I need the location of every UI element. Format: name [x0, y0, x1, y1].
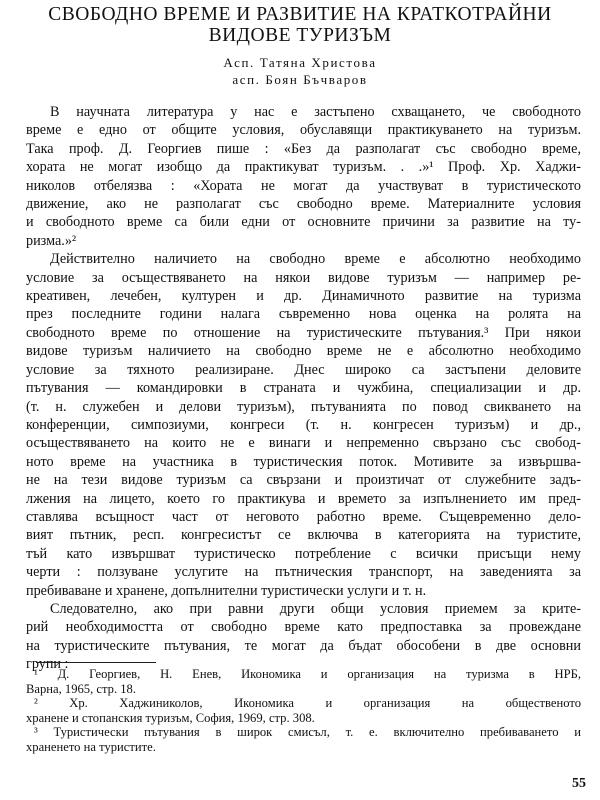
author-2: асп. Боян Бъчваров [232, 72, 368, 87]
text-line: Действително наличието на свободно време е абсолютно необходимо [50, 251, 581, 268]
text-line: рий необходимостта от свободно време като предпоставка за провеждане [26, 619, 581, 636]
footnote-line: храненето на туристите. [26, 739, 156, 754]
text-line: Така проф. Д. Георгиев пише : «Без да разполагат със свободно време, [26, 140, 581, 157]
article-title-line-2: ВИДОВЕ ТУРИЗЪМ [208, 25, 392, 46]
text-line: креативен, лечебен, културен и др. Динамичното развитие на туризма [26, 288, 581, 305]
text-line: тъй като извършват туристическо потребление с всички присъщи нему [26, 545, 581, 562]
text-line: през последните години налага съвременно нова оценка на ролята на [26, 306, 581, 323]
text-line: Следователно, ако при равни други общи условия приемем за крите- [50, 600, 581, 617]
footnote-divider [36, 662, 156, 663]
footnote-line: ¹ Д. Георгиев, Н. Енев, Икономика и организация на туризма в НРБ, [34, 667, 581, 681]
text-line: условие за тяхното реализиране. Днес широко са застъпени деловите [26, 361, 581, 378]
article-body [26, 103, 581, 674]
footnote-line: хранене и стопанския туризъм, София, 1969, стр. 308. [26, 710, 315, 725]
text-line: вият пътник, респ. конгресистът се включва в категорията на туристите, [26, 527, 581, 544]
text-line: ставлява всъщност част от неговото работно време. Същевременно дело- [26, 508, 581, 525]
text-line: конференции, симпозиуми, конгреси (т. н. конгресен туризъм) и др., [26, 416, 581, 433]
author-list [0, 54, 600, 88]
footnote [26, 667, 581, 696]
footnote-list [26, 667, 581, 755]
footnote-line: Варна, 1965, стр. 18. [26, 681, 136, 696]
text-line: и свободното време са били едни от основните причини за развитие на ту- [26, 214, 581, 231]
article-title [0, 4, 600, 46]
paragraph [26, 250, 581, 600]
text-line: групи : [26, 656, 69, 673]
text-line: В научната литература у нас е застъпено схващането, че свободното [50, 104, 581, 120]
paragraph [26, 103, 581, 250]
footnote [26, 696, 581, 725]
text-line: видове туризъм наличието на свободно време не е абсолютно необходимо [26, 343, 581, 360]
text-line: условие за осъществяването на някои видове туризъм — например ре- [26, 269, 581, 286]
footnote-line: ³ Туристически пътувания в широк смисъл, т. е. включително пребиваването и [34, 725, 581, 740]
text-line: николов отбелязва : «Хората не могат да участвуват в туристическото [26, 177, 581, 194]
text-line: на туристическите пътувания, те могат да бъдат обособени в две основни [26, 637, 581, 654]
footnote-line: ² Хр. Хаджиниколов, Икономика и организация на общественото [34, 696, 581, 711]
text-line: движение, ако не разполагат със свободно време. Материалните условия [26, 196, 581, 213]
footnote [26, 725, 581, 754]
text-line: хората не могат изобщо да практикуват туризъм. . .»¹ Проф. Хр. Хаджи- [26, 159, 581, 176]
text-line: пребиваване и хранене, допълнителни туристически услуги и т. н. [26, 582, 427, 599]
text-line: пътувания — командировки в страната и чужбина, специализации и др. [26, 380, 581, 397]
text-line: (т. н. служебен и делови туризъм), пътуванията по повод свикването на [26, 398, 581, 415]
page-number: 55 [572, 776, 586, 791]
text-line: време е едно от общите условия, обуславящи практикуването на туризъм. [26, 122, 581, 139]
text-line: лжения на лицето, което го практикува и времето за изпълнението им пред- [26, 490, 581, 507]
text-line: свободното време по отношение на туристическите пътувания.³ При някои [26, 324, 581, 341]
text-line: ризма.»² [26, 232, 77, 249]
footnotes [26, 662, 581, 755]
text-line: ното време на участника в туристическия поток. Мотивите за извършва- [26, 453, 581, 470]
text-line: черти : ползуване услугите на пътническия транспорт, на заведенията за [26, 564, 581, 581]
text-line: не на тези видове туризъм са свързани и произтичат от служебните задъ- [26, 472, 581, 489]
author-1: Асп. Татяна Христова [223, 55, 377, 70]
article-title-line-1: СВОБОДНО ВРЕМЕ И РАЗВИТИЕ НА КРАТКОТРАЙНИ [48, 4, 552, 25]
text-line: осъществяването на които не е винаги и непременно свързано със свобод- [26, 435, 581, 452]
